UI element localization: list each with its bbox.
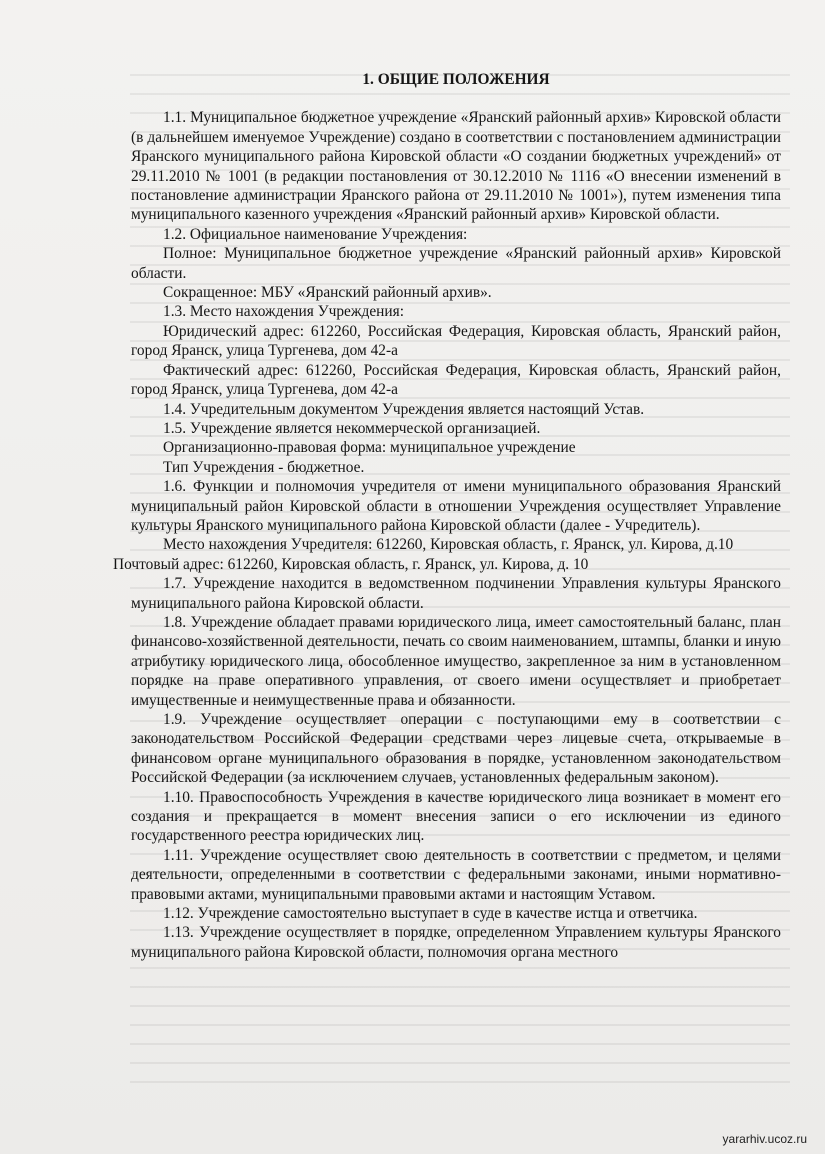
paragraph-1-9: 1.9. Учреждение осуществляет операции с поступающими ему в соответствии с законодательством Российской Федерации средствами через лицевые счета, открываемые в финансовом органе муниципального образования в порядке, установленном законодательством Российской Федерации (за исключением случаев, установленных федеральным законом). xyxy=(131,711,781,787)
paragraph-full-name: Полное: Муниципальное бюджетное учреждение «Яранский районный архив» Кировской области. xyxy=(131,245,781,282)
paragraph-1-13: 1.13. Учреждение осуществляет в порядке, определенном Управлением культуры Яранского муниципального района Кировской области, полномочия органа местного xyxy=(131,924,781,961)
paragraph-type: Тип Учреждения - бюджетное. xyxy=(163,458,365,476)
document-body xyxy=(113,70,781,962)
paragraph-1-8: 1.8. Учреждение обладает правами юридического лица, имеет самостоятельный баланс, план финансово-хозяйственной деятельности, печать со своим наименованием, штампы, бланки и иную атрибутику юридического лица, обособленное имущество, закрепленное за ним в установленном порядке на праве оперативного управления, от своего имени осуществляет и приобретает имущественные и неимущественные права и обязанности. xyxy=(131,613,781,709)
paragraph-1-10: 1.10. Правоспособность Учреждения в качестве юридического лица возникает в момент его создания и прекращается в момент внесения записи о его исключении из единого государственного реестра юридических лиц. xyxy=(131,788,781,845)
paragraph-1-1: 1.1. Муниципальное бюджетное учреждение «Яранский районный архив» Кировской области (в дальнейшем именуемое Учреждение) создано в соответствии с постановлением администрации Яранского муниципального района Кировской области «О создании бюджетных учреждений» от 29.11.2010 № 1001 (в редакции постановления от 30.12.2010 № 1116 «О внесении изменений в постановление администрации Яранского района от 29.11.2010 № 1001»), путем изменения типа муниципального казенного учреждения «Яранский районный архив» Кировской области. xyxy=(131,109,781,224)
paragraph-actual-address: Фактический адрес: 612260, Российская Федерация, Кировская область, Яранский район, город Яранск, улица Тургенева, дом 42-а xyxy=(131,361,781,399)
paragraph-founder-location: Место нахождения Учредителя: 612260, Кировская область, г. Яранск, ул. Кирова, д.10 xyxy=(163,536,734,554)
paragraph-short-name: Сокращенное: МБУ «Яранский районный архив». xyxy=(163,284,492,302)
paragraph-1-11: 1.11. Учреждение осуществляет свою деятельность в соответствии с предметом, и целями деятельности, определенными в соответствии с федеральными законами, иными нормативно-правовыми актами, муниципальными правовыми актами и настоящим Уставом. xyxy=(131,846,781,903)
paragraph-1-4: 1.4. Учредительным документом Учреждения является настоящий Устав. xyxy=(163,400,645,418)
paragraph-1-6: 1.6. Функции и полномочия учредителя от имени муниципального образования Яранский муниципальный район Кировской области в отношении Учреждения осуществляет Управление культуры Яранского муниципального района Кировской области (далее - Учредитель). xyxy=(131,478,781,534)
paragraph-legal-address: Юридический адрес: 612260, Российская Федерация, Кировская область, Яранский район, город Яранск, улица Тургенева, дом 42-а xyxy=(131,322,781,360)
footer-site-url: yararhiv.ucoz.ru xyxy=(722,1132,807,1146)
paragraph-1-3: 1.3. Место нахождения Учреждения: xyxy=(163,303,404,321)
paragraph-1-5: 1.5. Учреждение является некоммерческой организацией. xyxy=(163,419,541,437)
paragraph-1-2: 1.2. Официальное наименование Учреждения: xyxy=(163,225,468,243)
paragraph-org-form: Организационно-правовая форма: муниципальное учреждение xyxy=(163,439,576,457)
paragraph-1-12: 1.12. Учреждение самостоятельно выступает в суде в качестве истца и ответчика. xyxy=(163,905,698,923)
paragraph-1-7: 1.7. Учреждение находится в ведомственном подчинении Управления культуры Яранского муниципального района Кировской области. xyxy=(131,575,781,612)
paragraph-postal-address: Почтовый адрес: 612260, Кировская область, г. Яранск, ул. Кирова, д. 10 xyxy=(113,555,589,573)
section-title: 1. ОБЩИЕ ПОЛОЖЕНИЯ xyxy=(362,71,550,88)
